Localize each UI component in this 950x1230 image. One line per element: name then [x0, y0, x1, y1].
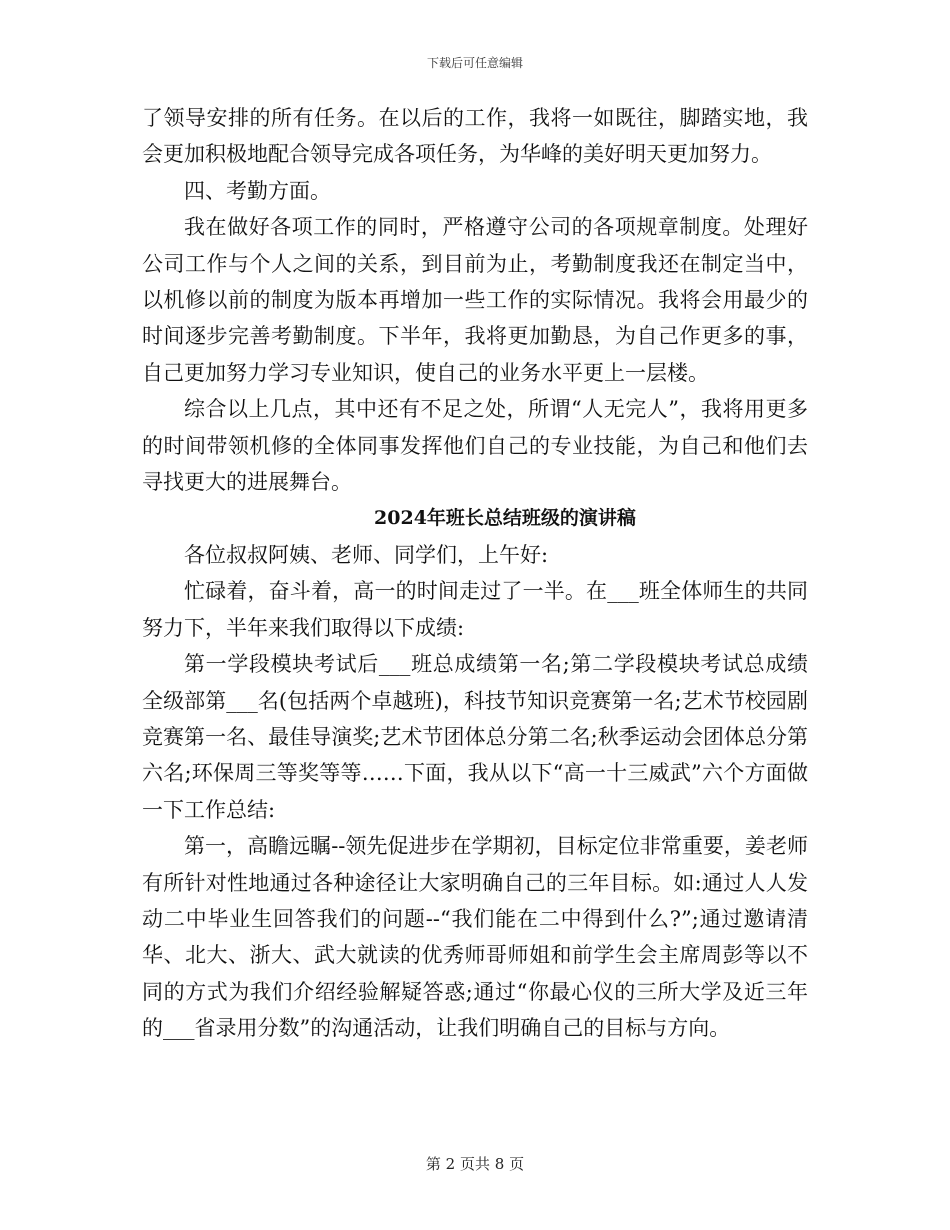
paragraph: 第一，高瞻远瞩--领先促进步在学期初，目标定位非常重要，姜老师有所针对性地通过各种途径让大家明确自己的三年目标。如:通过人人发动二中毕业生回答我们的问题--“我们能在二中得到什么?”;通过邀请清华、北大、浙大、武大就读的优秀师哥师姐和前学生会主席周彭等以不同的方式为我们介绍经验解疑答惑;通过“你最心仪的三所大学及近三年的___省录用分数”的沟通活动，让我们明确自己的目标与方向。 [142, 834, 808, 1041]
paragraph: 了领导安排的所有任务。在以后的工作，我将一如既往，脚踏实地，我会更加积极地配合领导完成各项任务，为华峰的美好明天更加努力。 [142, 106, 808, 167]
greeting: 各位叔叔阿姨、老师、同学们，上午好: [184, 542, 549, 567]
page-header: 下载后可任意编辑 [426, 56, 523, 70]
paragraph: 忙碌着，奋斗着，高一的时间走过了一半。在___班全体师生的共同努力下，半年来我们取得以下成绩: [142, 579, 808, 640]
paragraph: 综合以上几点，其中还有不足之处，所谓“人无完人”，我将用更多的时间带领机修的全体同事发挥他们自己的专业技能，为自己和他们去寻找更大的进展舞台。 [142, 397, 808, 495]
page-footer: 第 2 页共 8 页 [425, 1155, 525, 1173]
paragraph: 第一学段模块考试后___班总成绩第一名;第二学段模块考试总成绩全级部第___名(包括两个卓越班)，科技节知识竞赛第一名;艺术节校园剧竞赛第一名、最佳导演奖;艺术节团体总分第二名;秋季运动会团体总分第六名;环保周三等奖等等……下面，我从以下“高一十三威武”六个方面做一下工作总结: [142, 652, 808, 822]
paragraph: 我在做好各项工作的同时，严格遵守公司的各项规章制度。处理好公司工作与个人之间的关系，到目前为止，考勤制度我还在制定当中，以机修以前的制度为版本再增加一些工作的实际情况。我将会用最少的时间逐步完善考勤制度。下半年，我将更加勤恳，为自己作更多的事，自己更加努力学习专业知识，使自己的业务水平更上一层楼。 [142, 215, 808, 385]
document-title: 2024年班长总结班级的演讲稿 [374, 507, 636, 530]
document-body [142, 100, 808, 1047]
section-heading-attendance: 四、考勤方面。 [184, 178, 331, 203]
